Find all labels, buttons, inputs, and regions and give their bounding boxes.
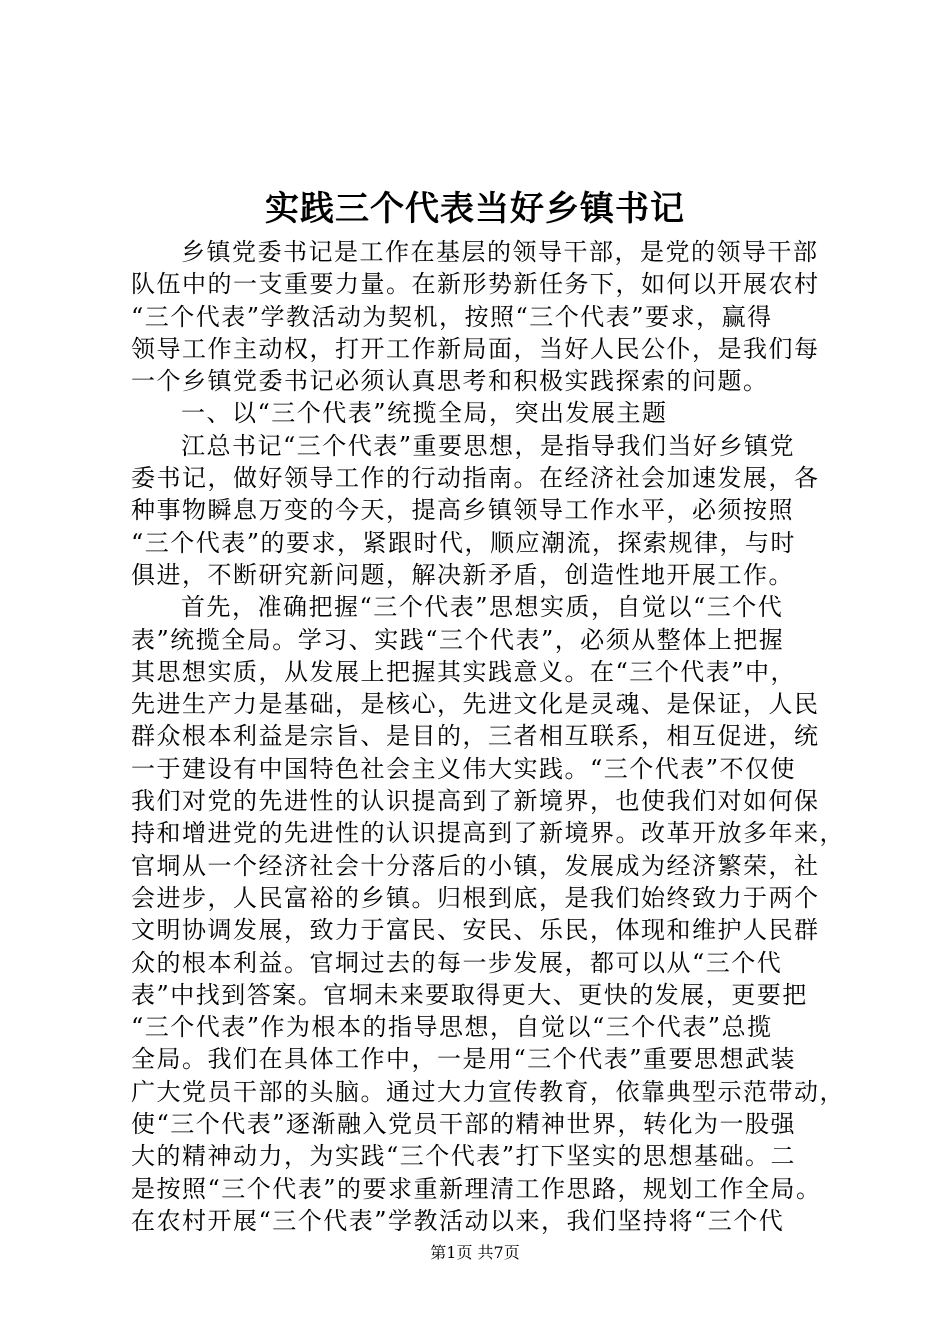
section-heading: 一、以“三个代表”统揽全局，突出发展主题 [181, 399, 668, 428]
paragraph-line: 在农村开展“三个代表”学教活动以来，我们坚持将“三个代 [131, 1206, 785, 1235]
paragraph-line: 大的精神动力，为实践“三个代表”打下坚实的思想基础。二 [131, 1142, 797, 1171]
paragraph-line: 全局。我们在具体工作中，一是用“三个代表”重要思想武装 [131, 1045, 797, 1074]
paragraph-line: 是按照“三个代表”的要求重新理清工作思路，规划工作全局。 [131, 1174, 822, 1203]
paragraph-line: 队伍中的一支重要力量。在新形势新任务下，如何以开展农村 [131, 270, 820, 299]
paragraph-line: 委书记，做好领导工作的行动指南。在经济社会加速发展，各 [131, 464, 820, 493]
paragraph-line: 领导工作主动权，打开工作新局面，当好人民公仆，是我们每 [131, 334, 820, 363]
paragraph-line: 我们对党的先进性的认识提高到了新境界，也使我们对如何保 [131, 787, 820, 816]
paragraph-line: “三个代表”作为根本的指导思想，自觉以“三个代表”总揽 [131, 1013, 773, 1042]
paragraph-line: 俱进，不断研究新问题，解决新矛盾，创造性地开展工作。 [131, 560, 794, 589]
paragraph-line: 其思想实质，从发展上把握其实践意义。在“三个代表”中， [131, 657, 797, 686]
paragraph-line: 表”统揽全局。学习、实践“三个代表”，必须从整体上把握 [131, 625, 785, 654]
paragraph-line: 会进步，人民富裕的乡镇。归根到底，是我们始终致力于两个 [131, 883, 820, 912]
paragraph-line: 种事物瞬息万变的今天，提高乡镇领导工作水平，必须按照 [131, 496, 794, 525]
paragraph-line: 使“三个代表”逐渐融入党员干部的精神世界，转化为一股强 [131, 1110, 797, 1139]
paragraph-line: “三个代表”的要求，紧跟时代，顺应潮流，探索规律，与时 [131, 528, 797, 557]
paragraph-line: 官垌从一个经济社会十分落后的小镇，发展成为经济繁荣，社 [131, 851, 820, 880]
paragraph-line: 一个乡镇党委书记必须认真思考和积极实践探索的问题。 [131, 367, 769, 396]
document-title: 实践三个代表当好乡镇书记 [265, 189, 685, 229]
paragraph-line: 群众根本利益是宗旨、是目的，三者相互联系，相互促进，统 [131, 722, 820, 751]
paragraph-line: 乡镇党委书记是工作在基层的领导干部，是党的领导干部 [181, 238, 819, 266]
document-body [131, 236, 845, 1237]
paragraph-line: 江总书记“三个代表”重要思想，是指导我们当好乡镇党 [181, 431, 796, 460]
paragraph-line: 表”中找到答案。官垌未来要取得更大、更快的发展，更要把 [131, 980, 808, 1009]
paragraph-line: 先进生产力是基础，是核心，先进文化是灵魂、是保证，人民 [131, 690, 820, 719]
paragraph-line: 持和增进党的先进性的认识提高到了新境界。改革开放多年来， [131, 819, 845, 848]
paragraph-line: “三个代表”学教活动为契机，按照“三个代表”要求，赢得 [131, 302, 773, 331]
paragraph-line: 首先，准确把握“三个代表”思想实质，自觉以“三个代 [181, 593, 784, 622]
paragraph-line: 广大党员干部的头脑。通过大力宣传教育，依靠典型示范带动， [131, 1077, 845, 1106]
page-number-footer: 第1页 共7页 [430, 1243, 520, 1262]
paragraph-line: 文明协调发展，致力于富民、安民、乐民，体现和维护人民群 [131, 916, 820, 945]
paragraph-line: 一于建设有中国特色社会主义伟大实践。“三个代表”不仅使 [131, 754, 797, 783]
paragraph-line: 众的根本利益。官垌过去的每一步发展，都可以从“三个代 [131, 948, 783, 977]
